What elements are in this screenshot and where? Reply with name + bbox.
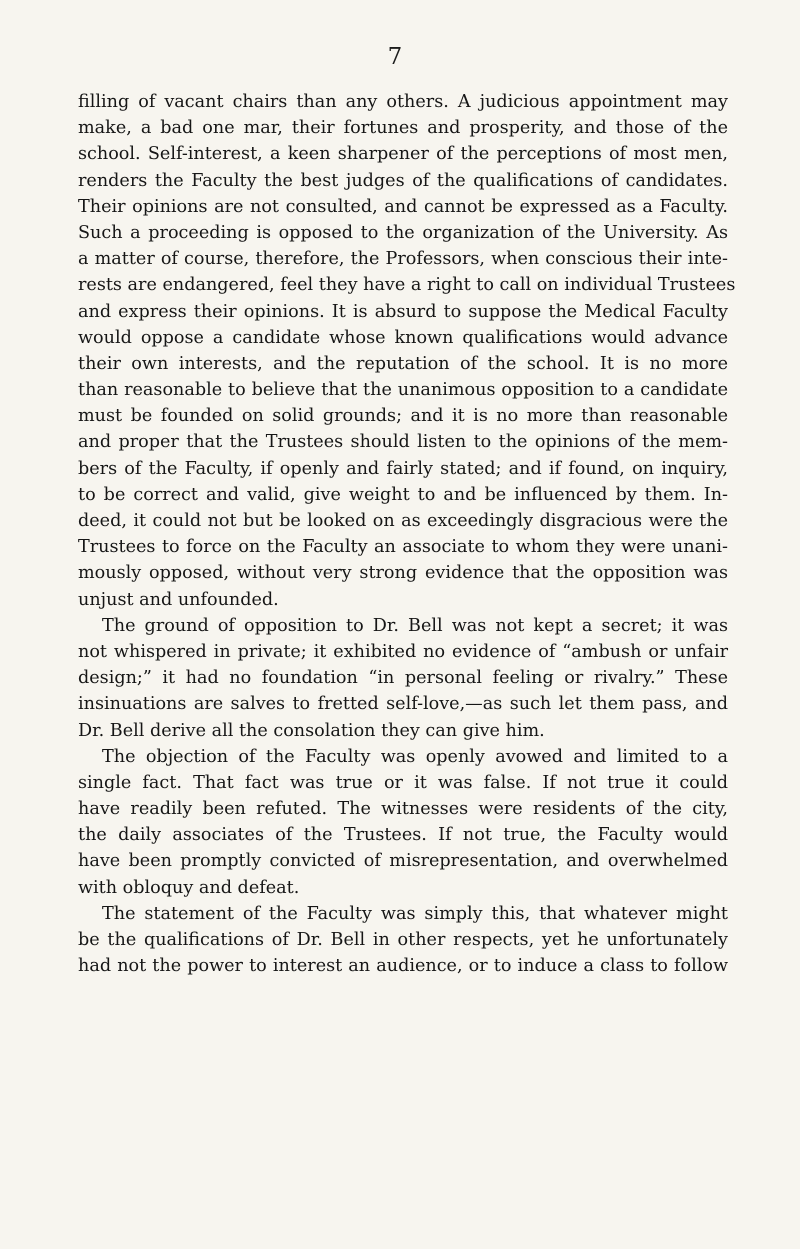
text-line: unjust and unfounded.: [78, 589, 279, 610]
paragraph-3: [78, 744, 728, 901]
text-line: design;” it had no foundation “in personal feeling or rivalry.” These: [78, 668, 728, 689]
text-line: The ground of opposition to Dr. Bell was not kept a secret; it was: [102, 615, 728, 636]
text-line: The statement of the Faculty was simply this, that whatever might: [102, 903, 728, 924]
paragraph-2: [78, 613, 728, 744]
text-line: would oppose a candidate whose known qualifications would advance: [78, 327, 728, 348]
paragraph-1: [78, 89, 736, 613]
text-line: must be founded on solid grounds; and it is no more than reasonable: [78, 406, 728, 427]
text-line: bers of the Faculty, if openly and fairly stated; and if found, on inquiry,: [78, 458, 728, 479]
text-line: Their opinions are not consulted, and cannot be expressed as a Faculty.: [78, 196, 728, 217]
paragraph-4: [78, 901, 728, 980]
text-line: renders the Faculty the best judges of the qualifications of candidates.: [78, 170, 728, 191]
text-line: mously opposed, without very strong evidence that the opposition was: [78, 563, 728, 584]
text-line: rests are endangered, feel they have a right to call on individual Trustees: [78, 275, 736, 296]
text-line: filling of vacant chairs than any others. A judicious appointment may: [78, 92, 728, 112]
text-line: with obloquy and defeat.: [78, 877, 300, 898]
text-line: Such a proceeding is opposed to the organization of the University. As: [78, 222, 728, 243]
text-line: than reasonable to believe that the unanimous opposition to a candidate: [78, 380, 728, 401]
body-text: [78, 89, 736, 979]
text-line: deed, it could not but be looked on as exceedingly disgracious were the: [78, 511, 728, 531]
text-line: make, a bad one mar, their fortunes and prosperity, and those of the: [78, 118, 728, 139]
text-line: the daily associates of the Trustees. If not true, the Faculty would: [78, 825, 728, 846]
text-line: The objection of the Faculty was openly avowed and limited to a: [102, 746, 728, 767]
text-line: Dr. Bell derive all the consolation they can give him.: [78, 720, 545, 741]
text-line: insinuations are salves to fretted self-love,—as such let them pass, and: [78, 694, 728, 715]
text-line: have readily been refuted. The witnesses were residents of the city,: [78, 799, 728, 820]
text-line: single fact. That fact was true or it was false. If not true it could: [78, 772, 728, 793]
text-line: Trustees to force on the Faculty an associate to whom they were unani-: [78, 537, 728, 558]
text-line: not whispered in private; it exhibited no evidence of “ambush or unfair: [78, 641, 728, 662]
text-line: their own interests, and the reputation of the school. It is no more: [78, 353, 728, 374]
text-line: and proper that the Trustees should listen to the opinions of the mem-: [78, 432, 728, 453]
text-line: be the qualifications of Dr. Bell in other respects, yet he unfortunately: [78, 930, 728, 950]
text-line: to be correct and valid, give weight to and be influenced by them. In-: [78, 484, 728, 505]
text-line: have been promptly convicted of misrepresentation, and overwhelmed: [78, 851, 728, 872]
text-line: and express their opinions. It is absurd to suppose the Medical Faculty: [78, 301, 728, 322]
page-number: 7: [387, 44, 403, 70]
text-line: a matter of course, therefore, the Professors, when conscious their inte-: [78, 249, 728, 270]
text-line: had not the power to interest an audience, or to induce a class to follow: [78, 956, 728, 977]
text-line: school. Self-interest, a keen sharpener of the perceptions of most men,: [78, 144, 728, 165]
